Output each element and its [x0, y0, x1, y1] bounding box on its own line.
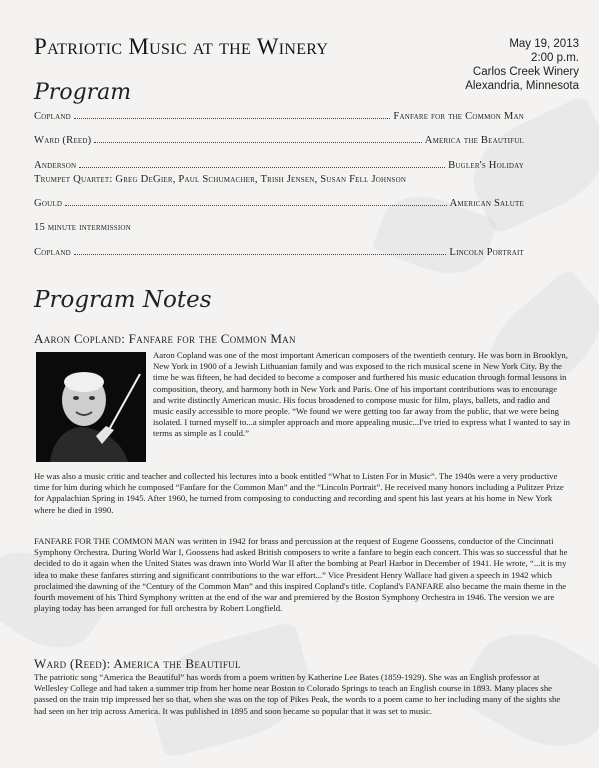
program-piece: America the Beautiful: [424, 135, 524, 146]
program-item: [34, 160, 524, 174]
program-item: [34, 247, 524, 261]
page-title: Patriotic Music at the Winery: [34, 34, 329, 59]
program-item: [34, 111, 524, 125]
copland-paragraph-2: He was also a music critic and teacher and collected his lectures into a book entitled “What to Listen For in Music”. The 1940s were a very productive time for him during which he composed “Fanfare for the Common Man” and the “Lincoln Portrait”. He received many honors including a Pulitzer Prize for Appalachian Spring in 1945. After 1960, he turned from composing to conducting and recording and spent his last years at his home in New York where he died in 1990.: [34, 471, 564, 515]
program-composer: Copland: [34, 247, 71, 258]
program-piece: American Salute: [449, 198, 524, 209]
copland-paragraph-3: FANFARE FOR THE COMMON MAN was written in 1942 for brass and percussion at the request of Eugene Goossens, conductor of the Cincinnati Symphony Orchestra. During World War I, Goossens had asked British composers to write a fanfare to begin each concert. This was so successful that he decided to do it again when the United States was drawn into World War II after the bombing at Pearl Harbor in December of 1941. He wrote, “...it is my idea to make these fanfares stirring and significant contributions to the war effort...” Vice President Henry Wallace had given a speech in 1942 which proclaimed the dawning of the “Century of the Common Man” and this inspired Copland's title. Copland's FANFARE also became the main theme in the fourth movement of his Third Symphony written at the end of the war and premiered by the Boston Symphony Orchestra in 1946. The version we are playing today has been arranged for full orchestra by Robert Longfield.: [34, 536, 568, 614]
copland-section-heading: Aaron Copland: Fanfare for the Common Man: [34, 331, 296, 346]
copland-photo: [36, 352, 146, 462]
leader-dots: [74, 254, 447, 255]
event-time: 2:00 p.m.: [531, 52, 579, 64]
event-venue: Carlos Creek Winery: [472, 66, 579, 78]
leader-dots: [94, 142, 421, 143]
event-location: Alexandria, Minnesota: [465, 80, 579, 92]
program-piece: Lincoln Portrait: [449, 247, 524, 258]
event-date: May 19, 2013: [509, 38, 579, 50]
program-notes-heading: Program Notes: [34, 287, 212, 313]
ward-section-heading: Ward (Reed): America the Beautiful: [34, 656, 241, 671]
leader-dots: [65, 205, 446, 206]
program-item: [34, 198, 524, 212]
conductor-portrait-image: [36, 352, 146, 462]
leader-dots: [79, 167, 445, 168]
program-composer: Gould: [34, 198, 63, 209]
program-heading: Program: [34, 80, 132, 105]
program-composer: Ward (Reed): [34, 135, 92, 146]
program-item: [34, 135, 524, 149]
trumpet-quartet: Trumpet Quartet: Greg DeGier, Paul Schumacher, Trish Jensen, Susan Fell Johnson: [34, 174, 407, 185]
program-composer: Anderson: [34, 160, 77, 171]
copland-paragraph-1: Aaron Copland was one of the most important American composers of the twentieth century. He was born in Brooklyn, New York in 1900 of a Jewish Lithuanian family and was exposed to the rich musical scene in New York City. By the time he was fifteen, he had decided to become a composer and furthered his music education through formal lessons in composition, theory, and harmony both in New York and Paris. One of his important contributions was to encourage and write distinctly American music. His focus broadened to compose music for film, plays, ballets, and radio and music easily accessible to more people. “We found we were getting too far away from the public, that we were being isolated. I turned myself to...a simpler approach and more appealing music...I've tried to express what I wanted to say in terms as simple as I could.”: [153, 350, 570, 439]
program-piece: Bugler's Holiday: [448, 160, 524, 171]
program-composer: Copland: [34, 111, 71, 122]
event-info: [465, 37, 579, 93]
ward-paragraph-1: The patriotic song “America the Beautiful” has words from a poem written by Katherine Lee Bates (1859-1929). She was an English professor at Wellesley College and had taken a summer trip from her home near Boston to Colorado Springs to teach an English course in 1893. Many places she passed on the train trip impressed her so that, when she was on the top of Pikes Peak, the words to a poem came to her including many of the sights she had seen on her trip across America. It was published in 1895 and soon became so popular that it was set to music.: [34, 672, 561, 716]
intermission: 15 minute intermission: [34, 222, 131, 233]
leader-dots: [74, 118, 391, 119]
program-piece: Fanfare for the Common Man: [393, 111, 524, 122]
